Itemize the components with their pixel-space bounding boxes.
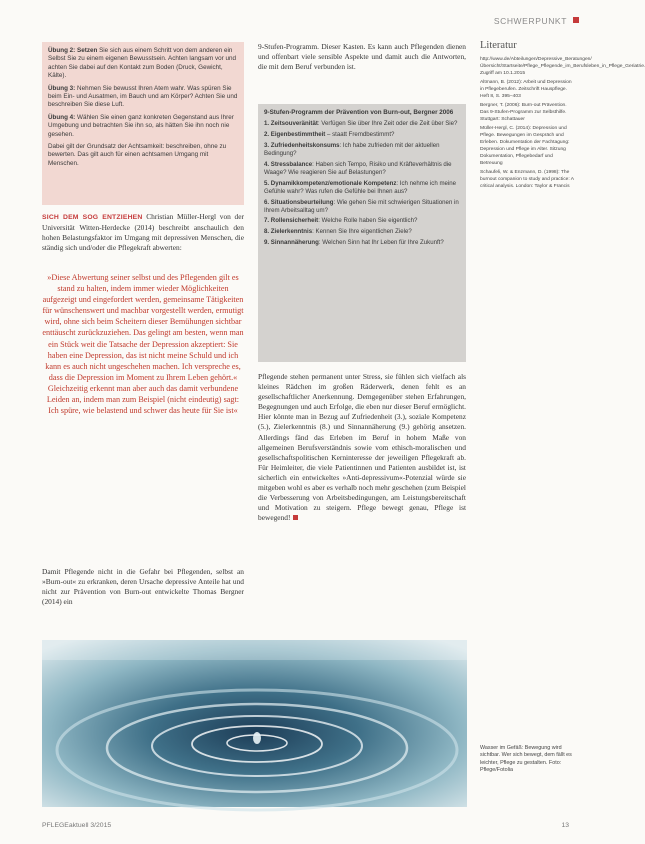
- program-step-text: : Haben sich Tempo, Risiko und Kräfteverhältnis die Waage? Wie reagieren Sie auf Belastungen?: [264, 161, 452, 176]
- program-step-text: : Wie gehen Sie mit schwierigen Situationen in Ihrem Arbeitsalltag um?: [264, 198, 459, 214]
- literature-entry: Altmann, B. (2012): Arbeit und Depression in Pflegeberufen. Zeitschrift Hauspflege. Heft 8, S. 395–403: [480, 80, 572, 99]
- program-steps: [258, 120, 466, 247]
- left-para-2: Damit Pflegende nicht in die Gefahr bei Pflegenden, selbst an »Burn-out« zu erkranken, deren Ursache depressive Anteile hat und nicht zur Prävention von Burn-out entwickelte Thomas Bergner (2014) ein: [42, 567, 244, 607]
- program-step-heading: Sinnannäherung: [270, 239, 319, 247]
- program-step: [264, 239, 460, 247]
- program-step-heading: Zeitsouveränität: [270, 120, 318, 128]
- section-marker-icon: [573, 17, 579, 23]
- program-step: [264, 131, 460, 139]
- exercise-p2: Übung 3: Nehmen Sie bewusst Ihren Atem wahr. Was spüren Sie beim Ein- und Ausatmen, im Bauch und am Körper? Achten Sie und beschreiben Sie diese Luft.: [48, 84, 238, 109]
- literature-title: Literatur: [480, 40, 517, 51]
- program-step-heading: Zufriedenheitskonsums: [270, 142, 340, 150]
- program-step: [264, 228, 460, 236]
- program-step-text: : Welchen Sinn hat Ihr Leben für Ihre Zukunft?: [318, 239, 444, 247]
- program-step-number: 2.: [264, 131, 270, 139]
- literature-list: [480, 56, 645, 192]
- program-step-number: 6.: [264, 198, 270, 206]
- program-step: [264, 161, 460, 177]
- left-para-1: SICH DEM SOG ENTZIEHEN Christian Müller-Hergl von der Universität Witten-Herdecke (2014) beschreibt anschaulich den hohen Belastungsfaktor im Umgang mit depressiven Menschen, die ständig sich und/oder die Pflegekraft abwerten:: [42, 212, 244, 253]
- program-step-heading: Zielerkenntnis: [270, 228, 313, 236]
- program-box: [258, 104, 466, 362]
- photo-caption: Wasser im Gefäß: Bewegung wird sichtbar. Wer sich bewegt, dem fällt es leichter, Pflege zu gestalten. Foto: Pflege/Fotolia: [480, 745, 572, 774]
- section-header: SCHWERPUNKT: [494, 16, 579, 26]
- program-step: [264, 142, 460, 158]
- mid-para-bottom: Pflegende stehen permanent unter Stress, sie fühlen sich vielfach als kleines Rädchen im großen Räderwerk, denen fehlt es an gesellschaftlicher Anerkennung. Demgegenüber stehen Erfahrungen, Begegnungen und auch Erfolge, die eben nur dieser Beruf ermöglicht. Hier könnte man in Bezug auf Zufriedenheit (3.), soziale Kompetenz (5.), Zielerkenntnis (8.) und Sinnannäherung (9.) gehörig ansetzen. Allerdings fänd das Erleben im Beruf in hohem Maße von allgemeinen Berufsverständnis sowie vom ethisch-moralischen und gesellschaftspolitischen Kerninteresse der jeweiligen Pflegekraft ab. Für Heimleiter, die viele Patientinnen und Patienten ausbildet ist, ist sicherlich ein entwickeltes »Anti-depressivum«-Potenzial würde sie mitgeben wohl es aber es verhalb noch mehr geschehen (zum Beispiel die Verbesserung von Arbeitsbedingungen, am Leistungsbereitschaft und Motivation zu steigern. Pflege bewegt genau, Pflege ist bewegend!: [258, 372, 466, 523]
- literature-entry: Bergner, T. (2006): Burn-out Prävention. Das 9-Stufen-Programm zur Selbsthilfe. Stuttgart: Schattauer: [480, 103, 567, 122]
- program-step-heading: Eigenbestimmtheit: [270, 131, 326, 139]
- program-step-number: 4.: [264, 161, 270, 169]
- literature-entry: Müller-Hergl, C. (2014): Depression und Pflege. Bewegungen im Gespräch und Erleben. Dokumentation der Fachtagung: Depression und Pflege im Alter. Sitzung Dokumentation, Pflegebedarf und Betreuung: [480, 126, 570, 166]
- program-step: [264, 199, 460, 215]
- program-step-text: : Welche Rolle haben Sie eigentlich?: [318, 217, 418, 225]
- exercise-p3: Übung 4: Wählen Sie einen ganz konkreten Gegenstand aus Ihrer Umgebung und betrachten Sie ihn so, als hätten Sie ihn noch nie gesehen.: [48, 113, 234, 138]
- program-step: [264, 217, 460, 225]
- program-step-heading: Dynamikkompetenz/emotionale Kompetenz: [270, 179, 397, 187]
- program-step-text: : Kennen Sie Ihre eigentlichen Ziele?: [312, 228, 412, 236]
- exercise-box: [42, 42, 244, 205]
- program-step-heading: Situationsbeurteilung: [270, 198, 334, 206]
- water-drop-image: [42, 640, 467, 807]
- program-step-number: 9.: [264, 239, 270, 247]
- footer-journal: PFLEGEaktuell 3/2015: [42, 822, 112, 829]
- program-step-text: – staatt Fremdbestimmt?: [325, 131, 395, 139]
- program-step-heading: Stressbalance: [270, 161, 313, 169]
- literature-entry: Schaufeli, W. & Enzmann, D. (1998): The burnout companion to study and practice: A critical analysis. London: Taylor & Francis: [480, 170, 574, 189]
- program-box-title: 9-Stufen-Programm der Prävention von Burn-out, Bergner 2006: [264, 109, 454, 116]
- program-step-number: 7.: [264, 217, 270, 225]
- end-marker-icon: [293, 515, 298, 520]
- exercise-p1: Übung 2: Setzen Sie sich aus einem Schritt von dem anderen ein Selbst Sie zu einem eigenen Bewusstsein. Achten langsam vor und achten Sie dabei auf den Kontakt zum Boden (Druck, Gewicht, Kälte).: [48, 47, 236, 80]
- program-step-heading: Rollensicherheit: [270, 217, 319, 225]
- program-step-number: 8.: [264, 228, 270, 236]
- pull-quote: »Diese Abwertung seiner selbst und des Pflegenden gilt es stand zu halten, indem immer wieder Möglichkeiten aufgezeigt und eingefordert werden, gemeinsame Tätigkeiten für wünschenswert und machbar vorgestellt werden, ermutigt wird, ohne sich beim Scheitern dieser Bemühungen sichtbar enttäuscht zurückzuziehen. Das gelingt am besten, wenn man ein Stück weit die Tatsache der Depression akzeptiert: Sie haben eine Depression, das ist nicht meine Schuld und ich kann es auch nicht ungeschehen machen. Ich verspreche es, dass die Depression im Moment zu Ihrem Leben gehört.« Gleichzeitig erkennt man aber auch das damit verbundene Leiden an, indem man zum Beispiel (nicht eindeutig) sagt: Ich spüre, wie belastend und schwer das heute für Sie ist«: [42, 273, 244, 416]
- program-step-text: : Verfügen Sie über Ihre Zeit oder die Zeit über Sie?: [317, 120, 458, 128]
- program-step-text: : Ich habe zufrieden mit der aktuellen Bedingung?: [264, 142, 440, 158]
- program-step-number: 1.: [264, 120, 270, 128]
- program-step: [264, 120, 460, 128]
- literature-entry: http://www.de/Abteilungen/Depressive_Beratungen/Übersicht/Startseite/Pflege_Pflegende_im_Berufsleben_in_Pflege_Geriatrie. Zugriff am 10.1.2015: [480, 57, 645, 76]
- exercise-p4: Dabei gilt der Grundsatz der Achtsamkeit: beschreiben, ohne zu bewerten. Das gilt auch für einen achtsamen Umgang mit Menschen.: [48, 143, 227, 167]
- program-step-number: 3.: [264, 142, 270, 150]
- mid-para-top: 9-Stufen-Programm. Dieser Kasten. Es kann auch Pflegenden dienen und offenbart viele sensible Aspekte und damit auch die Antworten, die mit dem Beruf verbunden ist.: [258, 42, 466, 72]
- page-number: 13: [561, 822, 569, 829]
- program-step-number: 5.: [264, 179, 270, 187]
- program-step: [264, 180, 460, 196]
- program-step-text: : Ich nehme ich meine Gefühle wahr? Was rufen die Gefühle bei Ihnen aus?: [264, 179, 457, 195]
- water-drop-photo: [42, 640, 467, 807]
